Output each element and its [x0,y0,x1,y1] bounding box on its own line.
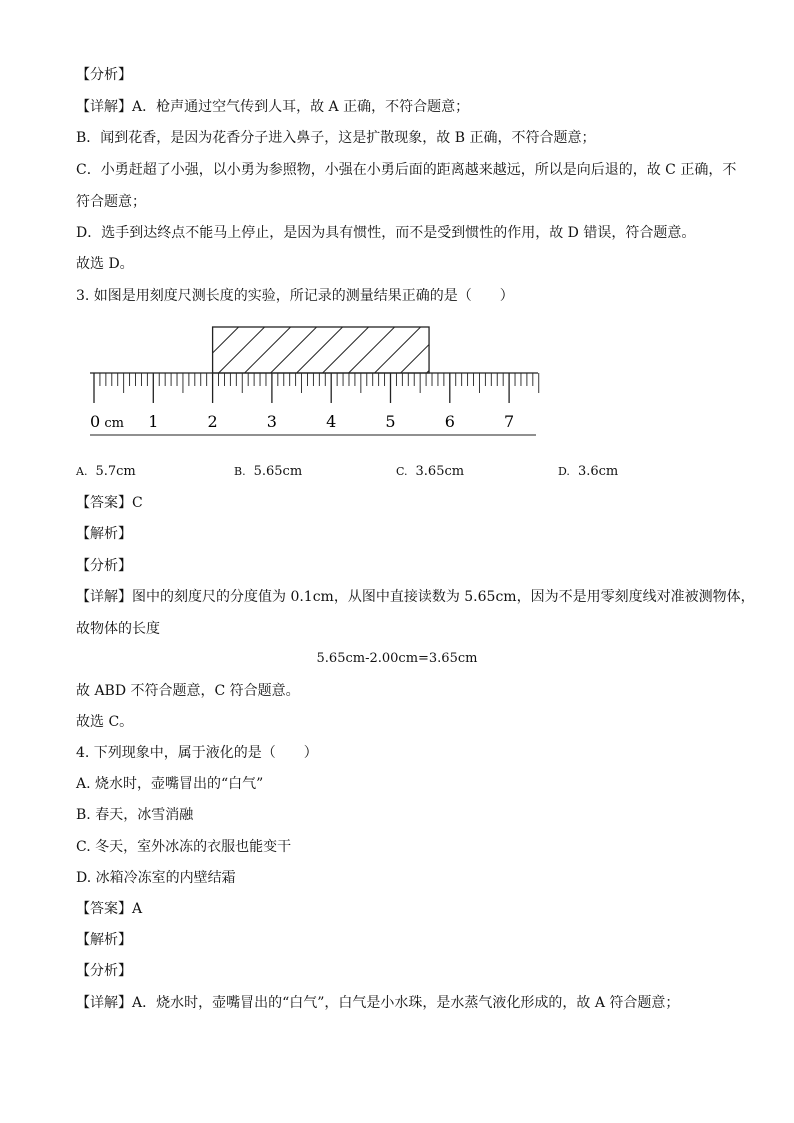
hatch-line [245,327,291,373]
option-c-letter: C. [396,465,408,478]
detail-d: D．选手到达终点不能马上停止，是因为具有惯性，而不是受到惯性的作用，故 D 错误，符合题意。 [76,225,696,241]
question-3: 3. 如图是用刻度尺测长度的实验，所记录的测量结果正确的是（ ） [76,288,514,304]
option-d[interactable] [558,464,618,479]
detail-c-line1: C．小勇赶超了小强，以小勇为参照物，小强在小勇后面的距离越来越远，所以是向后退的，故 C 正确，不 [76,162,737,178]
object-hatching [167,327,499,373]
hatch-line [453,327,499,373]
ruler-label: 3 [266,412,277,431]
detail-4: 【详解】A．烧水时，壶嘴冒出的“白气”，白气是小水珠，是水蒸气液化形成的，故 A 符合题意； [76,995,680,1011]
question-4: 4. 下列现象中，属于液化的是（ ） [76,745,318,761]
option-b-letter: B. [234,465,246,478]
q4-option-a[interactable]: A. 烧水时，壶嘴冒出的“白气” [76,776,264,792]
ruler-label: 5 [385,412,396,431]
ruler-figure [0,318,794,448]
option-b-text: 5.65cm [253,464,303,479]
option-c[interactable] [396,464,464,479]
explain-3: 【解析】 [76,526,132,542]
choose-c: 故选 C。 [76,714,134,730]
option-c-text: 3.65cm [415,464,465,479]
option-d-letter: D. [558,465,570,478]
hatch-line [193,327,239,373]
option-a[interactable] [76,464,136,479]
ruler-label: 6 [444,412,455,431]
hatch-line [427,327,473,373]
hatch-line [297,327,343,373]
analysis-heading: 【分析】 [76,67,132,83]
q4-option-b[interactable]: B. 春天，冰雪消融 [76,807,194,823]
option-a-text: 5.7cm [95,464,136,479]
analysis-3: 【分析】 [76,558,132,574]
hatch-line [375,327,421,373]
option-b[interactable] [234,464,302,479]
explain-4: 【解析】 [76,932,132,948]
ruler-label: 1 [148,412,159,431]
hatch-line [219,327,265,373]
detail-b: B．闻到花香，是因为花香分子进入鼻子，这是扩散现象，故 B 正确，不符合题意； [76,130,596,146]
option-d-text: 3.6cm [577,464,619,479]
ruler-label: 7 [504,412,515,431]
hatch-line [271,327,317,373]
q4-option-c[interactable]: C. 冬天，室外冰冻的衣服也能变干 [76,839,292,855]
ruler-unit: cm [100,416,124,431]
option-a-letter: A. [76,465,88,478]
ruler-label: 4 [326,412,337,431]
choose-d: 故选 D。 [76,256,134,272]
hatch-line [401,327,447,373]
detail-3-line2: 故物体的长度 [76,621,160,637]
analysis-4: 【分析】 [76,963,132,979]
measured-object [213,327,429,373]
detail-a: 【详解】A．枪声通过空气传到人耳，故 A 正确，不符合题意； [76,99,470,115]
ruler-label: 2 [207,412,218,431]
q4-option-d[interactable]: D. 冰箱冷冻室的内壁结霜 [76,870,236,886]
hatch-line [167,327,213,373]
hatch-line [349,327,395,373]
ruler-label-zero [90,412,124,431]
formula: 5.65cm-2.00cm=3.65cm [316,651,478,666]
detail-c-line2: 符合题意； [76,194,146,210]
detail-3-line1: 【详解】图中的刻度尺的分度值为 0.1cm，从图中直接读数为 5.65cm，因为不是用零刻度线对准被测物体， [76,589,755,605]
hatch-line [323,327,369,373]
answer-4: 【答案】A [76,901,143,917]
conclusion-3: 故 ABD 不符合题意，C 符合题意。 [76,683,300,699]
answer-3: 【答案】C [76,495,143,511]
ruler-zero-digit: 0 [90,412,101,431]
